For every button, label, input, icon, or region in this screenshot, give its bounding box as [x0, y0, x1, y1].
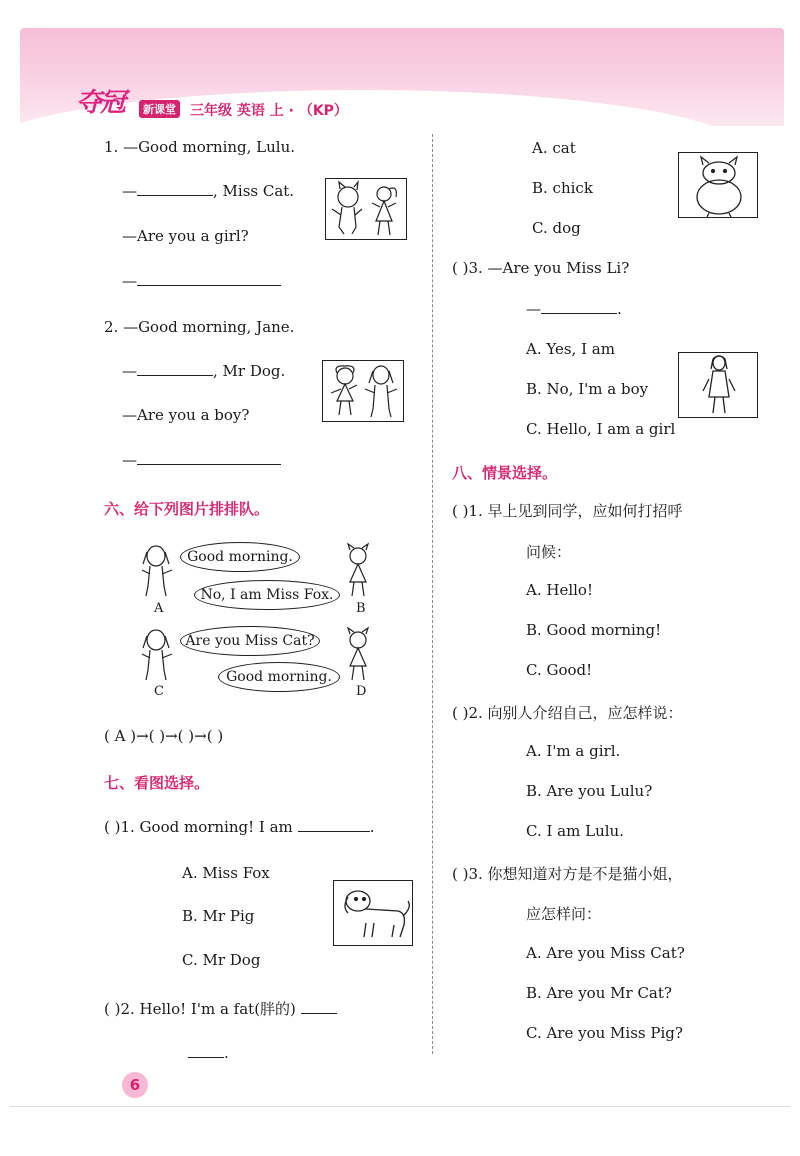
order-answer-line[interactable]: ( A )→( )→( )→( ) [104, 727, 224, 745]
dialog1-line1: 1. —Good morning, Lulu. [104, 138, 296, 156]
s8-q3-option-a[interactable]: A. Are you Miss Cat? [526, 944, 685, 962]
section-8-title: 八、情景选择。 [452, 464, 558, 482]
s8-q2-option-a[interactable]: A. I'm a girl. [526, 742, 621, 760]
dialog2-line3: —Are you a boy? [122, 406, 250, 424]
s7-q2-option-a[interactable]: A. cat [532, 139, 576, 157]
s8-q2-option-b[interactable]: B. Are you Lulu? [526, 782, 653, 800]
footer-rule [10, 1106, 790, 1107]
cat-and-girl-picture [325, 178, 407, 240]
answer-blank[interactable] [137, 464, 281, 465]
fox-d-figure [340, 626, 376, 684]
dialog1-line4: — [122, 272, 281, 290]
logo-subtitle: 新课堂 [139, 100, 180, 118]
page-header-banner [20, 28, 784, 126]
s8-q3-line1: ( )3. 你想知道对方是不是猫小姐， [452, 865, 683, 883]
answer-blank[interactable] [298, 831, 370, 832]
s7-q3-stem: ( )3. —Are you Miss Li? [452, 259, 630, 277]
answer-blank[interactable] [137, 195, 213, 196]
book-title: 三年级 英语 上 · （KP） [190, 103, 348, 119]
s7-q2-stem: ( )2. Hello! I'm a fat(胖的) [104, 998, 337, 1019]
s8-q1-line2: 问候： [526, 543, 572, 561]
fat-cat-picture [678, 152, 758, 218]
answer-blank[interactable] [541, 313, 617, 314]
s8-q2-option-c[interactable]: C. I am Lulu. [526, 822, 624, 840]
section-6-title: 六、给下列图片排排队。 [104, 500, 270, 518]
answer-blank[interactable] [301, 1013, 337, 1014]
dialog1-line2: — , Miss Cat. [122, 182, 295, 200]
fox-b-figure [340, 542, 376, 600]
s7-q3-option-b[interactable]: B. No, I'm a boy [526, 380, 649, 398]
s7-q3-answer-line: — . [526, 300, 622, 318]
s7-q3-option-c[interactable]: C. Hello, I am a girl [526, 420, 676, 438]
label-b: B [356, 601, 366, 616]
column-divider [432, 134, 433, 1054]
s7-q1-option-c[interactable]: C. Mr Dog [182, 951, 261, 969]
speech-bubble-b: No, I am Miss Fox. [194, 580, 340, 610]
speech-bubble-a: Good morning. [180, 542, 300, 572]
dog-a-figure [138, 544, 178, 600]
dog-c-figure [138, 628, 178, 684]
dialog2-line2: — , Mr Dog. [122, 362, 286, 380]
section-7-title: 七、看图选择。 [104, 774, 210, 792]
dialog1-line3: —Are you a girl? [122, 227, 249, 245]
s7-q1-option-a[interactable]: A. Miss Fox [182, 864, 270, 882]
dog-picture [333, 880, 413, 946]
speech-bubble-d: Good morning. [218, 662, 340, 692]
s7-q2-continuation: . [188, 1044, 229, 1062]
s8-q3-option-b[interactable]: B. Are you Mr Cat? [526, 984, 672, 1002]
page-number: 6 [122, 1072, 148, 1098]
s7-q2-option-c[interactable]: C. dog [532, 219, 581, 237]
dialog2-line1: 2. —Good morning, Jane. [104, 318, 295, 336]
header-curve [20, 90, 744, 126]
s7-q1-stem: ( )1. Good morning! I am . [104, 818, 375, 836]
s8-q3-option-c[interactable]: C. Are you Miss Pig? [526, 1024, 683, 1042]
s8-q1-option-c[interactable]: C. Good! [526, 661, 593, 679]
s8-q3-line2: 应怎样问： [526, 905, 602, 923]
answer-blank[interactable] [137, 285, 281, 286]
s8-q2-line1: ( )2. 向别人介绍自己，应怎样说： [452, 704, 683, 722]
s8-q1-line1: ( )1. 早上见到同学，应如何打招呼 [452, 502, 683, 520]
answer-blank[interactable] [188, 1057, 224, 1058]
woman-picture [678, 352, 758, 418]
speech-bubble-c: Are you Miss Cat? [180, 626, 320, 656]
logo-text: 夺冠 [76, 88, 125, 118]
label-d: D [356, 684, 367, 699]
s7-q1-option-b[interactable]: B. Mr Pig [182, 907, 255, 925]
s8-q1-option-a[interactable]: A. Hello! [526, 581, 593, 599]
girl-and-dog-picture [322, 360, 404, 422]
s8-q1-option-b[interactable]: B. Good morning! [526, 621, 662, 639]
s7-q3-option-a[interactable]: A. Yes, I am [526, 340, 615, 358]
label-c: C [154, 684, 164, 699]
answer-blank[interactable] [137, 375, 213, 376]
dialog2-line4: — [122, 451, 281, 469]
s7-q2-option-b[interactable]: B. chick [532, 179, 593, 197]
label-a: A [154, 601, 164, 616]
